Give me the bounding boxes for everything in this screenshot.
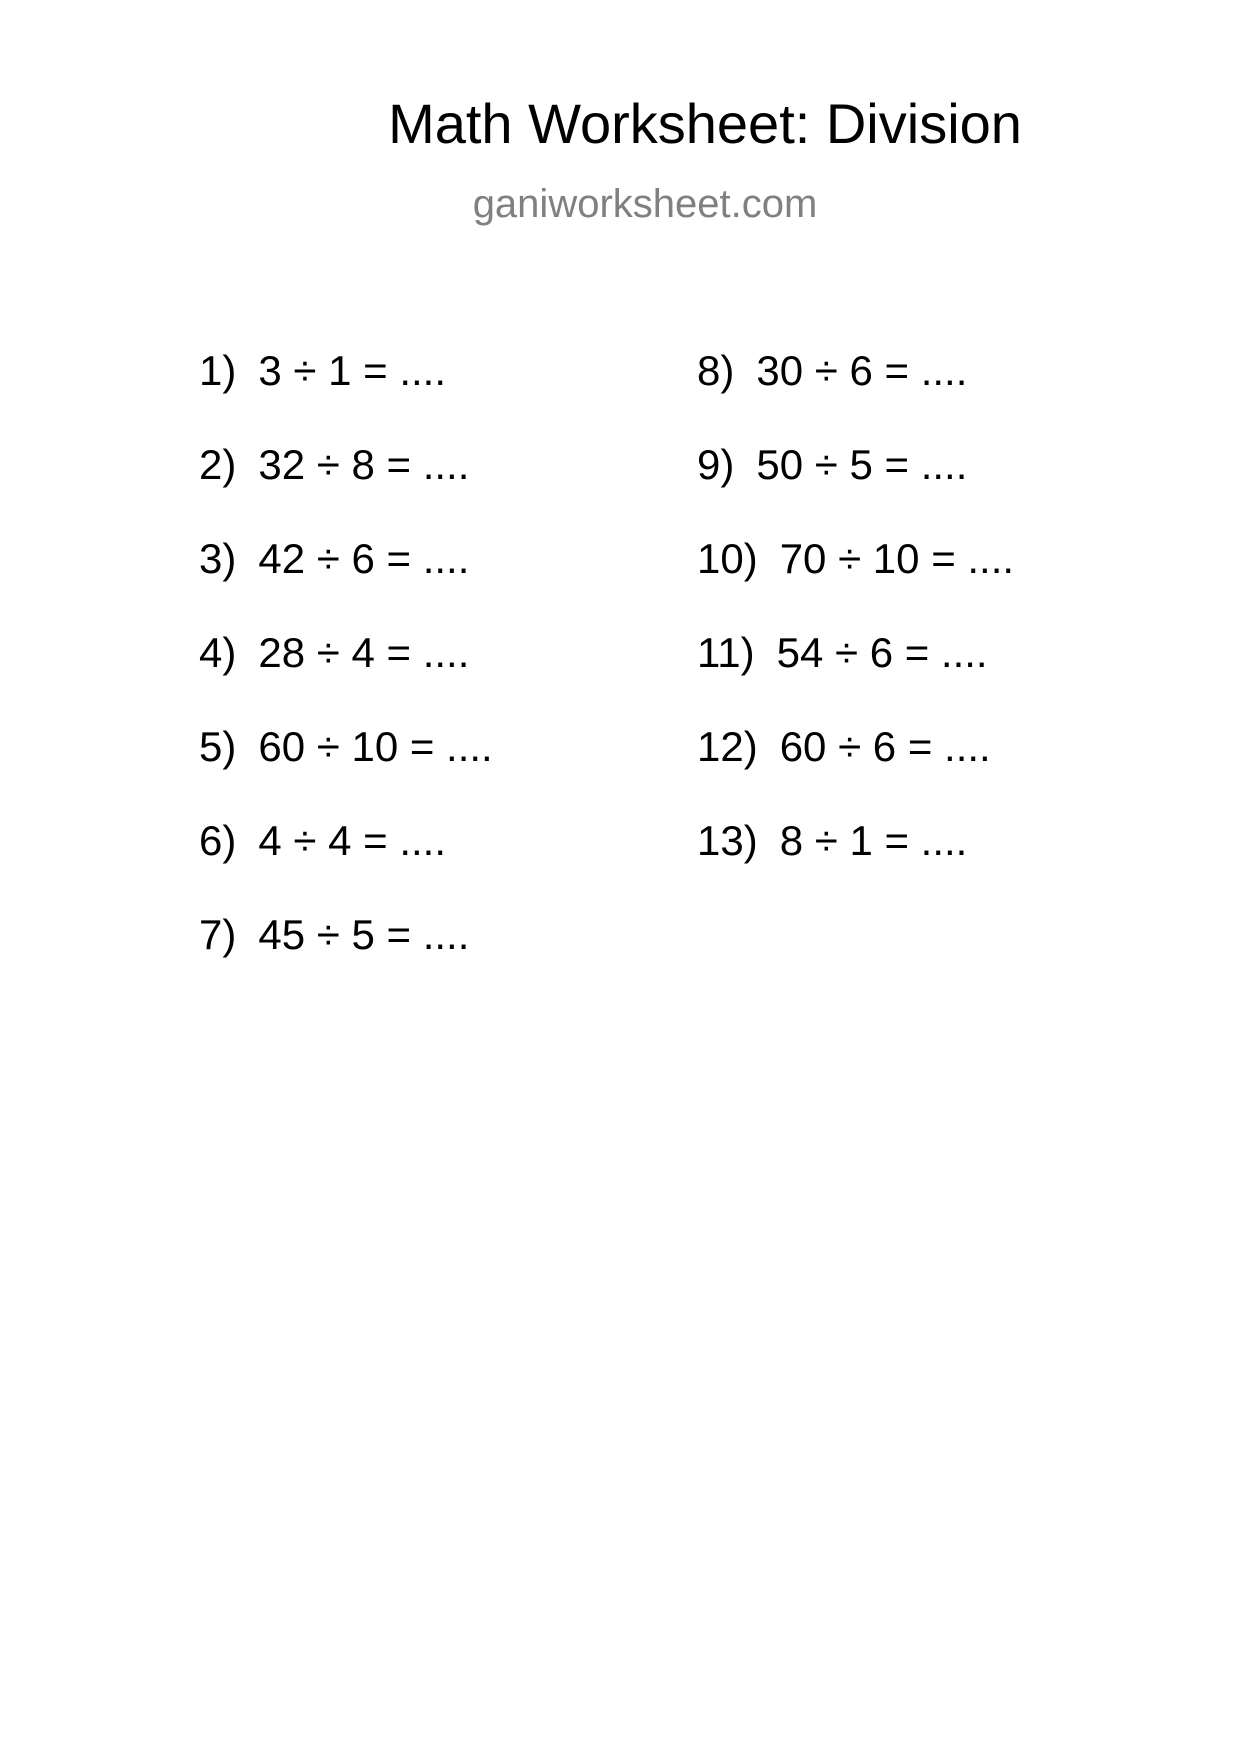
problem-item <box>697 723 1014 820</box>
problem-expression: 8 ÷ 1 = .... <box>779 817 968 864</box>
problem-number: 5) <box>199 723 237 770</box>
problem-expression: 42 ÷ 6 = .... <box>258 535 470 582</box>
problem-item <box>199 629 493 726</box>
website-label: ganiworksheet.com <box>472 182 818 226</box>
problem-item <box>697 535 1015 632</box>
problem-number: 10) <box>697 535 758 582</box>
problem-expression: 60 ÷ 10 = .... <box>258 723 493 770</box>
problem-item <box>199 911 493 1008</box>
problem-item <box>199 441 493 538</box>
problem-number: 2) <box>199 441 237 488</box>
problem-item <box>199 347 493 444</box>
problem-number: 12) <box>697 723 758 770</box>
problem-number: 1) <box>199 347 237 394</box>
worksheet-title: Math Worksheet: Division <box>388 92 1022 155</box>
problems-right-column <box>697 347 1015 914</box>
problem-item <box>697 347 1014 444</box>
problem-number: 3) <box>199 535 237 582</box>
problem-number: 4) <box>199 629 237 676</box>
problem-item <box>697 817 1014 914</box>
problem-expression: 3 ÷ 1 = .... <box>258 347 447 394</box>
problem-expression: 30 ÷ 6 = .... <box>756 347 968 394</box>
problem-item <box>199 723 493 820</box>
problem-number: 9) <box>697 441 735 488</box>
problem-expression: 4 ÷ 4 = .... <box>258 817 447 864</box>
problem-expression: 32 ÷ 8 = .... <box>258 441 470 488</box>
problem-expression: 54 ÷ 6 = .... <box>776 629 988 676</box>
problem-item <box>199 535 493 632</box>
problems-left-column <box>199 347 493 1008</box>
problem-number: 7) <box>199 911 237 958</box>
problem-item <box>697 629 1014 726</box>
problem-number: 13) <box>697 817 758 864</box>
problem-item <box>199 817 493 914</box>
problem-expression: 28 ÷ 4 = .... <box>258 629 470 676</box>
problem-number: 6) <box>199 817 237 864</box>
problem-number: 11) <box>697 629 755 676</box>
problem-expression: 45 ÷ 5 = .... <box>258 911 470 958</box>
problem-expression: 50 ÷ 5 = .... <box>756 441 968 488</box>
problem-expression: 60 ÷ 6 = .... <box>779 723 991 770</box>
problem-number: 8) <box>697 347 735 394</box>
problem-expression: 70 ÷ 10 = .... <box>779 535 1015 582</box>
problem-item <box>697 441 1014 538</box>
